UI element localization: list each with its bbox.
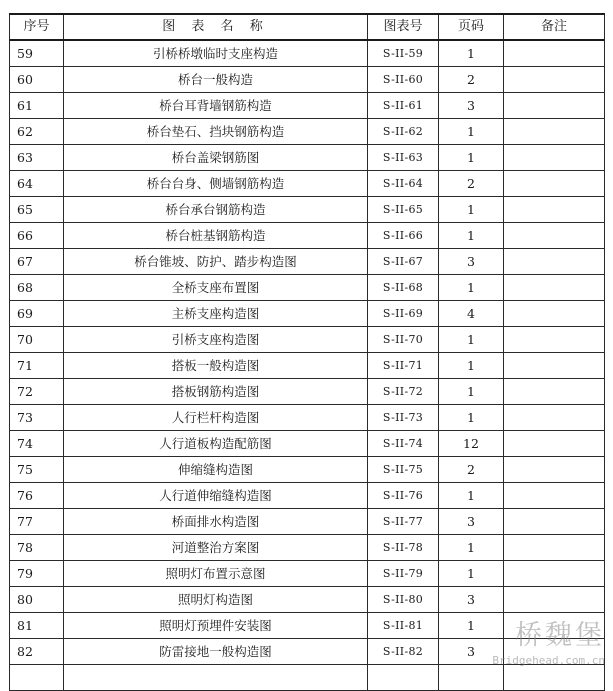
cell-code: S-II-72 (368, 379, 439, 405)
table-row (10, 223, 605, 249)
cell-note (504, 301, 605, 327)
cell-code: S-II-73 (368, 405, 439, 431)
cell-no: 59 (10, 40, 64, 67)
cell-note (504, 405, 605, 431)
cell-note (504, 509, 605, 535)
cell-page: 1 (439, 197, 504, 223)
cell-note (504, 275, 605, 301)
cell-page: 1 (439, 40, 504, 67)
header-note: 备注 (504, 14, 605, 40)
cell-page: 1 (439, 535, 504, 561)
cell-note (504, 197, 605, 223)
header-title: 图 表 名 称 (64, 14, 368, 40)
cell-code: S-II-79 (368, 561, 439, 587)
cell-no: 64 (10, 171, 64, 197)
cell-page: 3 (439, 249, 504, 275)
cell-page (439, 665, 504, 691)
cell-no: 78 (10, 535, 64, 561)
cell-no (10, 665, 64, 691)
cell-code: S-II-70 (368, 327, 439, 353)
cell-title: 桥台桩基钢筋构造 (64, 223, 368, 249)
table-row-empty (10, 665, 605, 691)
drawing-index-sheet (9, 13, 604, 679)
cell-code: S-II-64 (368, 171, 439, 197)
cell-note (504, 665, 605, 691)
cell-code: S-II-66 (368, 223, 439, 249)
cell-no: 61 (10, 93, 64, 119)
cell-title: 伸缩缝构造图 (64, 457, 368, 483)
drawing-index-table (9, 13, 605, 691)
header-code: 图表号 (368, 14, 439, 40)
cell-code: S-II-67 (368, 249, 439, 275)
cell-note (504, 483, 605, 509)
cell-title: 桥台垫石、挡块钢筋构造 (64, 119, 368, 145)
cell-page: 1 (439, 327, 504, 353)
cell-no: 73 (10, 405, 64, 431)
cell-note (504, 171, 605, 197)
table-row (10, 509, 605, 535)
cell-title: 照明灯构造图 (64, 587, 368, 613)
table-row (10, 249, 605, 275)
cell-page: 1 (439, 405, 504, 431)
cell-page: 1 (439, 353, 504, 379)
cell-code: S-II-69 (368, 301, 439, 327)
cell-note (504, 587, 605, 613)
cell-note (504, 431, 605, 457)
cell-no: 72 (10, 379, 64, 405)
cell-note (504, 639, 605, 665)
cell-title: 桥面排水构造图 (64, 509, 368, 535)
cell-title: 照明灯布置示意图 (64, 561, 368, 587)
cell-no: 79 (10, 561, 64, 587)
table-row (10, 587, 605, 613)
cell-page: 2 (439, 171, 504, 197)
cell-code: S-II-65 (368, 197, 439, 223)
header-no: 序号 (10, 14, 64, 40)
cell-title: 桥台承台钢筋构造 (64, 197, 368, 223)
cell-no: 67 (10, 249, 64, 275)
cell-note (504, 223, 605, 249)
cell-title: 河道整治方案图 (64, 535, 368, 561)
table-row (10, 483, 605, 509)
table-row (10, 353, 605, 379)
cell-note (504, 613, 605, 639)
header-page: 页码 (439, 14, 504, 40)
cell-title: 桥台盖梁钢筋图 (64, 145, 368, 171)
cell-no: 81 (10, 613, 64, 639)
cell-title (64, 665, 368, 691)
cell-page: 2 (439, 457, 504, 483)
cell-no: 60 (10, 67, 64, 93)
cell-code: S-II-74 (368, 431, 439, 457)
cell-page: 12 (439, 431, 504, 457)
cell-title: 引桥桥墩临时支座构造 (64, 40, 368, 67)
cell-no: 70 (10, 327, 64, 353)
table-row (10, 93, 605, 119)
cell-note (504, 93, 605, 119)
cell-title: 搭板钢筋构造图 (64, 379, 368, 405)
cell-title: 照明灯预埋件安装图 (64, 613, 368, 639)
cell-title: 桥台锥坡、防护、踏步构造图 (64, 249, 368, 275)
table-row (10, 197, 605, 223)
cell-no: 71 (10, 353, 64, 379)
cell-code: S-II-71 (368, 353, 439, 379)
cell-page: 1 (439, 379, 504, 405)
cell-no: 66 (10, 223, 64, 249)
cell-page: 1 (439, 223, 504, 249)
cell-code: S-II-63 (368, 145, 439, 171)
table-row (10, 40, 605, 67)
table-row (10, 613, 605, 639)
cell-note (504, 40, 605, 67)
table-row (10, 405, 605, 431)
table-row (10, 119, 605, 145)
cell-code: S-II-68 (368, 275, 439, 301)
table-row (10, 275, 605, 301)
table-row (10, 639, 605, 665)
cell-title: 桥台耳背墙钢筋构造 (64, 93, 368, 119)
cell-title: 人行栏杆构造图 (64, 405, 368, 431)
cell-title: 防雷接地一般构造图 (64, 639, 368, 665)
cell-no: 63 (10, 145, 64, 171)
table-body (10, 40, 605, 691)
table-row (10, 457, 605, 483)
cell-note (504, 353, 605, 379)
table-row (10, 145, 605, 171)
watermark-url: Bridgehead.com.cn (492, 654, 605, 667)
cell-code: S-II-59 (368, 40, 439, 67)
cell-page: 3 (439, 509, 504, 535)
cell-page: 1 (439, 275, 504, 301)
cell-title: 人行道板构造配筋图 (64, 431, 368, 457)
table-row (10, 301, 605, 327)
table-row (10, 535, 605, 561)
table-row (10, 431, 605, 457)
cell-page: 3 (439, 587, 504, 613)
cell-page: 1 (439, 561, 504, 587)
cell-note (504, 119, 605, 145)
cell-note (504, 535, 605, 561)
cell-code: S-II-82 (368, 639, 439, 665)
cell-no: 65 (10, 197, 64, 223)
table-header (10, 14, 605, 40)
cell-no: 77 (10, 509, 64, 535)
cell-code: S-II-80 (368, 587, 439, 613)
cell-page: 4 (439, 301, 504, 327)
cell-note (504, 457, 605, 483)
cell-code: S-II-77 (368, 509, 439, 535)
cell-title: 桥台台身、侧墙钢筋构造 (64, 171, 368, 197)
cell-code: S-II-60 (368, 67, 439, 93)
cell-page: 1 (439, 119, 504, 145)
cell-code: S-II-75 (368, 457, 439, 483)
cell-note (504, 67, 605, 93)
table-row (10, 379, 605, 405)
cell-title: 桥台一般构造 (64, 67, 368, 93)
cell-note (504, 379, 605, 405)
cell-title: 主桥支座构造图 (64, 301, 368, 327)
cell-code: S-II-76 (368, 483, 439, 509)
cell-note (504, 145, 605, 171)
cell-title: 搭板一般构造图 (64, 353, 368, 379)
cell-no: 69 (10, 301, 64, 327)
cell-note (504, 249, 605, 275)
cell-note (504, 327, 605, 353)
table-row (10, 327, 605, 353)
cell-page: 2 (439, 67, 504, 93)
watermark-logo-text: 桥魏堡 (515, 620, 605, 651)
cell-no: 75 (10, 457, 64, 483)
table-row (10, 67, 605, 93)
table-row (10, 561, 605, 587)
cell-title: 人行道伸缩缝构造图 (64, 483, 368, 509)
cell-title: 引桥支座构造图 (64, 327, 368, 353)
cell-code: S-II-61 (368, 93, 439, 119)
cell-page: 1 (439, 613, 504, 639)
cell-no: 74 (10, 431, 64, 457)
cell-title: 全桥支座布置图 (64, 275, 368, 301)
cell-no: 80 (10, 587, 64, 613)
cell-no: 76 (10, 483, 64, 509)
cell-code: S-II-78 (368, 535, 439, 561)
cell-page: 3 (439, 93, 504, 119)
cell-no: 68 (10, 275, 64, 301)
header-row (10, 14, 605, 40)
cell-code (368, 665, 439, 691)
cell-note (504, 561, 605, 587)
cell-page: 1 (439, 145, 504, 171)
cell-no: 82 (10, 639, 64, 665)
cell-no: 62 (10, 119, 64, 145)
cell-page: 1 (439, 483, 504, 509)
cell-page: 3 (439, 639, 504, 665)
cell-code: S-II-62 (368, 119, 439, 145)
cell-code: S-II-81 (368, 613, 439, 639)
table-row (10, 171, 605, 197)
